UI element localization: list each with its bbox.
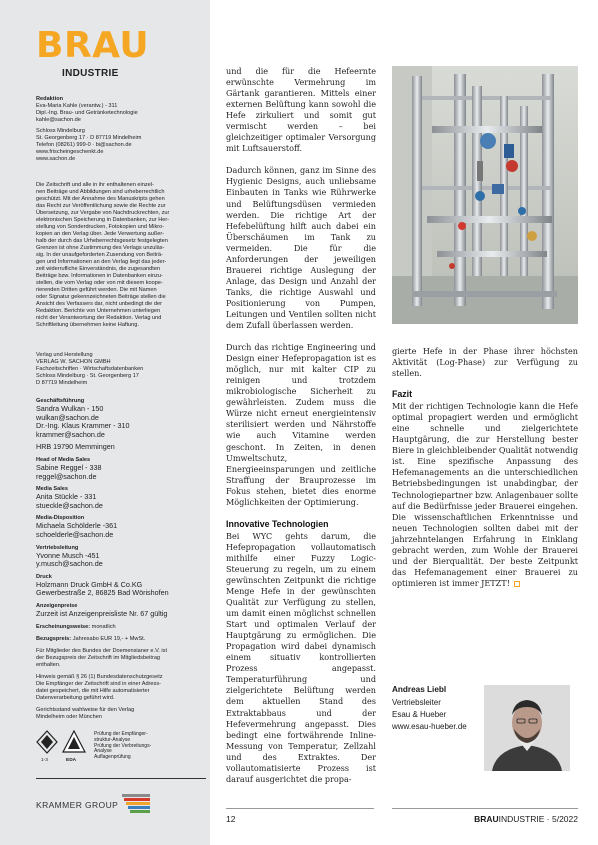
legal-line: Schriftleitung übernehmen keine Haftung. — [36, 322, 139, 328]
imprint-line: St. Georgenberg 17 · D 87719 Mindelheim — [36, 135, 142, 141]
verlag-line: D 87719 Mindelheim — [36, 380, 88, 386]
ivw-badge-number: 1-3 — [41, 758, 48, 763]
label-bezugspreis: Bezugspreis: — [36, 635, 72, 642]
legal-line: elektronischen Speicherung in Datenbanken, zur Her- — [36, 217, 170, 223]
legal-line: sig. In der unaufgeforderten Zusendung von Beiträ- — [36, 252, 163, 258]
yeast-propagation-plant-photo — [392, 66, 578, 324]
imprint-line: Dipl.-Ing. Brau- und Getränketechnologie — [36, 110, 138, 116]
label-redaktion: Redaktion — [36, 96, 64, 102]
legal-line: gen und Informationen an den Verlag liegt das jeder- — [36, 259, 167, 265]
author-portrait-photo — [484, 685, 570, 771]
imprint-line: Eva-Maria Kahle (verantw.) - 311 — [36, 103, 118, 109]
legal-line: stellen, die vom Verlag oder von mit diesem koope- — [36, 280, 163, 286]
note-line: Datenverarbeitung geführt wird. — [36, 694, 115, 701]
eda-badge-icon — [62, 730, 86, 756]
contact-line: Michaela Schölderle -361 — [36, 521, 118, 531]
audit-line: Analyse — [94, 748, 112, 755]
legal-line: rierenden Dritten geführt werden. Die mit Namen — [36, 287, 157, 293]
note-line: Hinweis gemäß § 26 (1) Bundesdatenschutzgesetz — [36, 673, 163, 680]
imprint-contacts — [36, 398, 204, 726]
label-anzeigenpreise: Anzeigenpreise — [36, 602, 78, 609]
legal-line: Redaktion. Berichte von Unternehmen unterliegen — [36, 308, 161, 314]
footer-divider — [392, 808, 578, 809]
sidebar-divider — [36, 778, 206, 779]
end-of-article-icon — [514, 581, 520, 587]
legal-line: Ansicht des Verfassers dar, nicht unbedingt die der — [36, 301, 162, 307]
contact-line: Zurzeit ist Anzeigenpreisliste Nr. 67 gültig — [36, 608, 168, 618]
note-line: enthalten. — [36, 661, 61, 668]
legal-line: nen Beiträge und Abbildungen sind urheberrechtlich — [36, 189, 165, 195]
article-paragraph: gierte Hefe in der Phase ihrer höchsten Aktivität (Log-Phase) zur Verfügung zu stellen. — [392, 346, 578, 379]
legal-line: oder Signatur gekennzeichneten Beiträge stellen die — [36, 294, 166, 300]
legal-line: halb der durch das Urheberrechtsgesetz festgelegten — [36, 238, 168, 244]
audit-line: Prüfung der Verbreitungs- — [94, 742, 152, 749]
imprint-verlag — [36, 352, 204, 387]
author-company: Esau & Hueber — [392, 710, 447, 719]
ivw-badge-icon — [36, 730, 58, 756]
contact-email[interactable]: stueckle@sachon.de — [36, 500, 103, 510]
contact-line: Sandra Wulkan - 150 — [36, 404, 104, 413]
audit-badges — [36, 730, 206, 770]
audit-line: Prüfung der Empfänger- — [94, 731, 148, 737]
contact-line: Anita Stückle - 331 — [36, 492, 97, 502]
legal-line: zeit widerrufliche Einverständnis, die zugesandten — [36, 266, 161, 272]
imprint-link[interactable]: www.sachon.de — [36, 156, 76, 162]
contact-email[interactable]: schoelderle@sachon.de — [36, 529, 114, 539]
audit-text — [94, 732, 151, 761]
contact-email[interactable]: wulkan@sachon.de — [36, 412, 99, 422]
contact-email[interactable]: y.musch@sachon.de — [36, 559, 103, 569]
article-paragraph: Durch das richtige Engineering und Design einer Hefepropagation ist es möglich, nur mit kalter CIP zu reinigen und trotzdem mikrobiologische Sicherheit zu gewährleisten. Zudem muss die Würze nicht erneut energieintensiv sterilisiert werden und Nährstoffe wie auch Vitamine werden geschont. In Zeiten, in denen Umweltschutz, Energieeinsparungen und zeitliche Straffung der Brauprozesse im Fokus stehen, bietet dies enorme Möglichkeiten der Optimierung. — [226, 342, 376, 507]
author-box — [392, 685, 592, 775]
legal-line: stellung von Sonderdrucken, Fotokopien und Mikro- — [36, 224, 165, 230]
label-druck: Druck — [36, 573, 52, 580]
note-line: Gerichtsstand wahlweise für den Verlag — [36, 706, 135, 713]
legal-line: Grenzen ist ohne Zustimmung des Verlags unzuläs- — [36, 245, 165, 251]
label-vertrieb: Vertriebsleitung — [36, 544, 79, 551]
footer-divider — [226, 808, 374, 809]
article-paragraph: Dadurch können, ganz im Sinne des Hygienic Designs, auch unliebsame Einbauten in Tanks wie Rührwerke und Belüftungsdüsen vermieden werden. Die richtige Art der Hefebelüftung hilft auch dabei ein Überschäumen im Tank zu vermeiden. Die für die Anforderungen der jeweiligen Brauerei richtige Auslegung der Anlage, das Design und Anzahl der Tanks, die richtige Auswahl und Positionierung von Pumpen, Leitungen und Ventilen sollten nicht dem Zufall überlassen werden. — [226, 165, 376, 331]
label-head-sales: Head of Media Sales — [36, 456, 91, 463]
note-line: datei gespeichert, die mit Hilfe automatisierter — [36, 687, 150, 694]
legal-line: das Recht zur Veröffentlichung sowie die Rechte zur — [36, 203, 166, 209]
label-media-sales: Media Sales — [36, 486, 69, 493]
label-media-dispo: Media-Disposition — [36, 515, 85, 522]
contact-email[interactable]: krammer@sachon.de — [36, 429, 105, 439]
imprint-link[interactable]: www.frischeingeschenkt.de — [36, 149, 104, 155]
contact-line: HRB 19790 Memmingen — [36, 442, 115, 452]
imprint-redaktion — [36, 96, 204, 124]
legal-line: Übersetzung, zur Vergabe von Nachdruckrechten, zur — [36, 210, 170, 216]
label-geschaeftsfuehrung: Geschäftsführung — [36, 398, 85, 404]
audit-line: struktur-Analyse — [94, 736, 131, 743]
audit-line: Auflagenprüfung — [94, 754, 131, 761]
author-role: Vertriebsleiter — [392, 698, 441, 707]
note-line: Für Mitglieder des Bundes der Doemensianer e.V. ist — [36, 647, 168, 654]
legal-line: nicht der Verantwortung der Redaktion. Verlag und — [36, 315, 162, 321]
footer-brand: BRAU — [474, 814, 499, 824]
legal-line: Die Zeitschrift und alle in ihr enthaltenen einzel- — [36, 182, 154, 188]
krammer-group-logo-icon — [122, 794, 152, 816]
article-column-2 — [392, 346, 578, 589]
logo-industrie: INDUSTRIE — [62, 68, 119, 79]
contact-line: Gewerbestraße 2, 86825 Bad Wörishofen — [36, 588, 169, 598]
article-paragraph: Mit der richtigen Technologie kann die Hefe optimal propagiert werden und ermöglicht eine schnelle und zielgerichtete Hauptgärung, die zur Herstellung bester Biere in gleichbleibender Qualität notwendig ist. Eine spezifische Anpassung des Hefemanagements an die unterschiedlichen Betriebsbedingungen ist unabdingbar, der Technologiepartner bzw. Anlagenbauer sollte auf die Bedürfnisse jeder Brauerei eingehen. Die wissenschaftlichen Erkenntnisse und neuen Technologien sollten dabei mit der jahrzehntelangen Erfahrung in Einklang gebracht werden, zum Wohle der Brauerei und der Bierqualität. Der beste Zeitpunkt das Hefemanagement einer Brauerei zu optimieren ist immer JETZT! — [392, 401, 578, 588]
imprint-email[interactable]: kahle@sachon.de — [36, 117, 81, 123]
imprint-address — [36, 128, 204, 163]
imprint-line: Telefon (08261) 999-0 · bi@sachon.de — [36, 142, 132, 148]
contact-email[interactable]: reggel@sachon.de — [36, 471, 97, 481]
contact-line: Sabine Reggel - 338 — [36, 462, 102, 472]
erscheinung-value: monatlich — [91, 623, 116, 630]
note-line: der Bezugspreis der Zeitschrift im Mitgliedsbeitrag — [36, 654, 161, 661]
author-website[interactable]: www.esau-hueber.de — [392, 722, 467, 731]
label-erscheinung: Erscheinungsweise: — [36, 623, 91, 630]
page-number: 12 — [226, 814, 236, 824]
article-column-1 — [226, 66, 376, 785]
imprint-legal — [36, 182, 204, 329]
footer-issue: INDUSTRIE · 5/2022 — [498, 814, 578, 824]
article-paragraph: und die für die Hefeernte erwünschte Vermehrung im Gärtank garantieren. Mittels einer externen Belüftung kann sowohl die Hefe zirkuliert und somit gut vermischt werden – bei gleichzeitiger optimaler Versorgung mit Luftsauerstoff. — [226, 66, 376, 154]
note-line: Die Empfänger der Zeitschrift sind in einer Adress- — [36, 680, 161, 687]
legal-line: kopien an den Verlag über. Jede Verwertung außer- — [36, 231, 165, 237]
heading-fazit: Fazit — [392, 389, 413, 400]
verlag-heading: Verlag und Herstellung — [36, 352, 93, 358]
contact-line: Yvonne Musch -451 — [36, 550, 100, 560]
brauindustrie-logo — [36, 25, 156, 88]
legal-line: Beiträge bzw. Informationen in Datenbanken einzu- — [36, 273, 163, 279]
issue-info — [474, 814, 578, 824]
verlag-line: VERLAG W. SACHON GMBH — [36, 359, 111, 365]
verlag-line: Schloss Mindelburg · St. Georgenberg 17 — [36, 373, 139, 379]
contact-line: Dr.-Ing. Klaus Krammer - 310 — [36, 421, 130, 431]
article-paragraph: Bei WYC gehts darum, die Hefepropagation vollautomatisch mithilfe einer Fuzzy Logic-Steuerung zu regeln, um zu einem gewünschten Zeitpunkt die richtige Menge Hefe in der gewünschten Qualität zur Verfügung zu stellen, um damit einen möglichst schnellen Start und optimalen Verlauf der Hauptgärung zu ermöglichen. Die Propagation wird dabei dynamisch einem situativ kontrollierten Prozess angepasst. Temperaturführung und zielgerichtete Belüftung werden dem aktuellen Stand des Extraktabbaus und der Hefevermehrung angepasst. Dies bedingt eine fortwährende Inline-Messung von Temperatur, Zellzahl und des Extraktes. Der vollautomatisierte Prozess ist darauf ausgerichtet die propa- — [226, 530, 376, 784]
logo-brau: BRAU — [36, 25, 150, 66]
eda-badge-label: EDA — [66, 758, 77, 763]
author-name: Andreas Liebl — [392, 685, 447, 694]
bezugspreis-value: Jahresabo EUR 19,- + MwSt. — [72, 635, 146, 642]
imprint-sidebar — [0, 0, 210, 845]
contact-line: Holzmann Druck GmbH & Co.KG — [36, 579, 143, 589]
legal-line: geschützt. Mit der Annahme des Manuskripts gehen — [36, 196, 165, 202]
imprint-line: Schloss Mindelburg — [36, 128, 85, 134]
heading-innovative: Innovative Technologien — [226, 518, 329, 529]
verlag-line: Fachzeitschriften · Wirtschaftsdatenbanken — [36, 366, 144, 372]
note-line: Mindelheim oder München — [36, 713, 102, 720]
krammer-group-label: KRAMMER GROUP — [36, 800, 119, 810]
